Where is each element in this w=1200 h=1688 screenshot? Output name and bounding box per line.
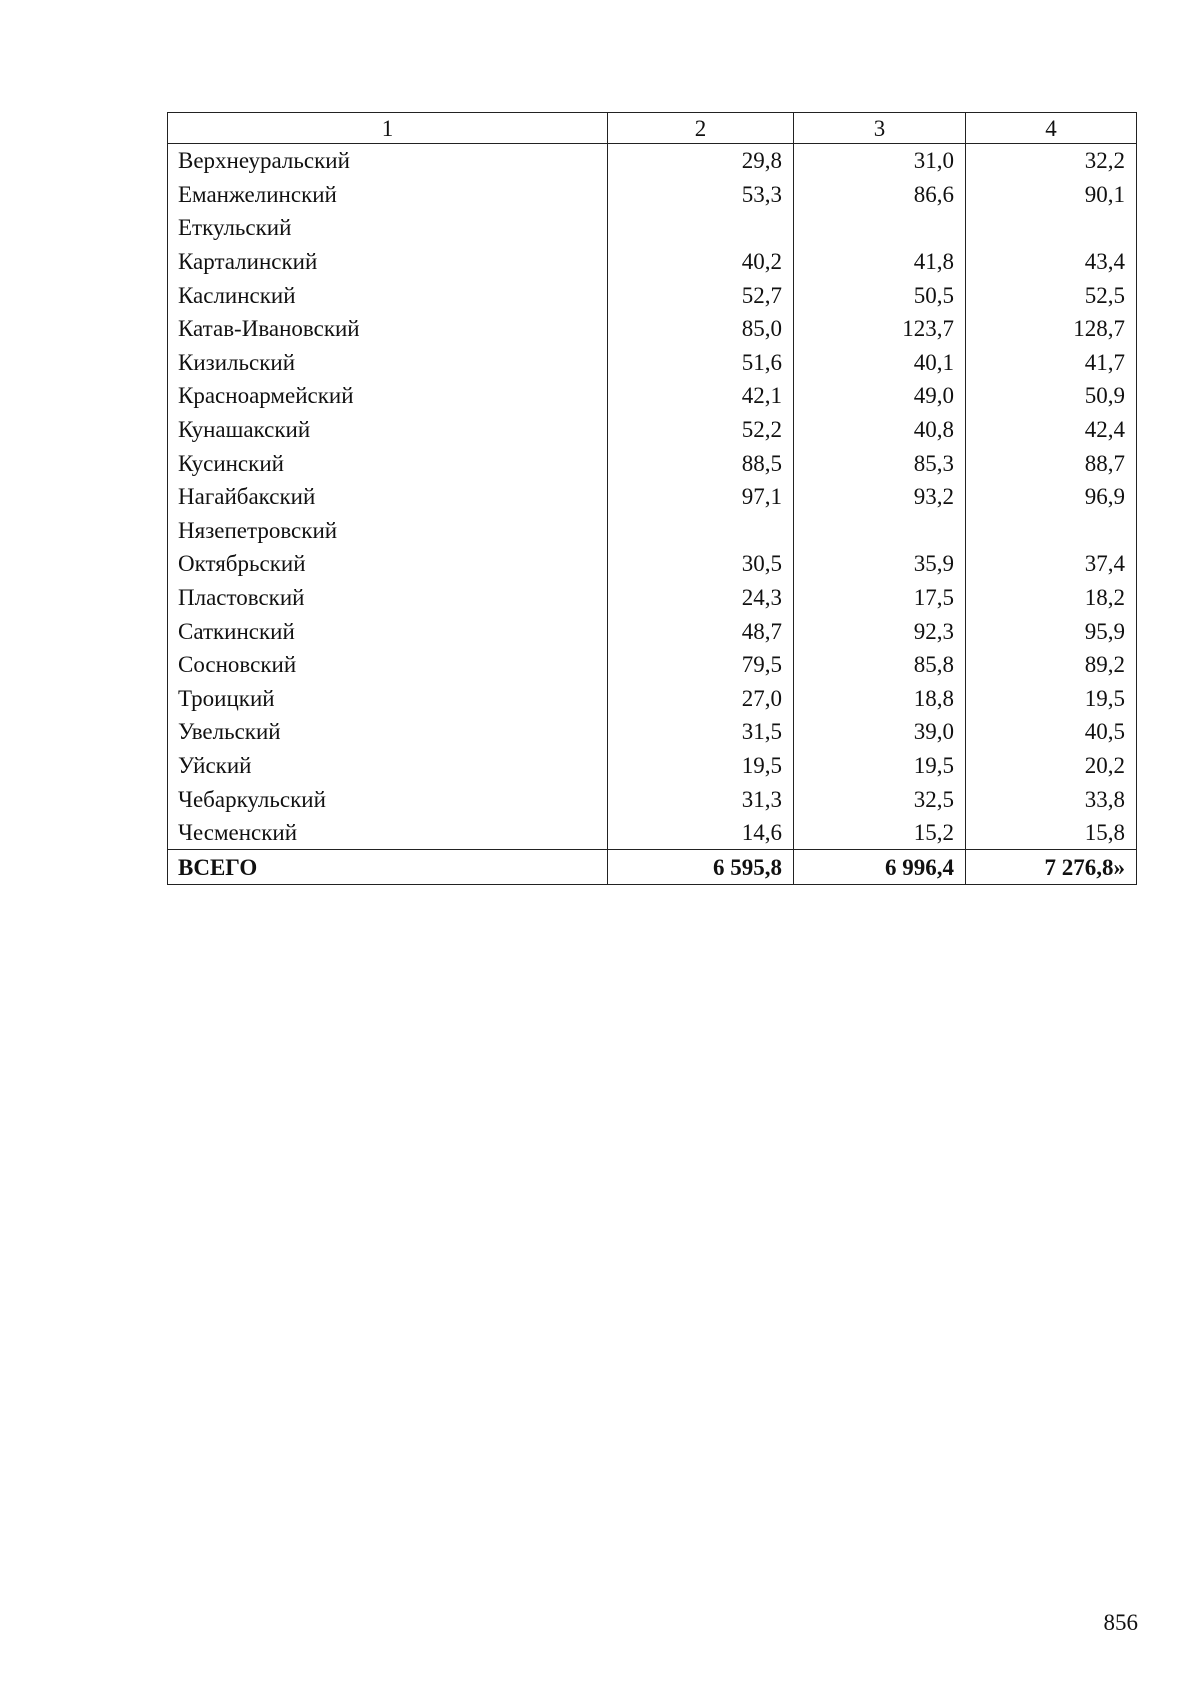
value-cell-col4 xyxy=(966,211,1137,245)
table-row xyxy=(168,749,1137,783)
district-name-cell: Карталинский xyxy=(168,245,608,279)
value-cell-col3: 15,2 xyxy=(794,816,966,850)
district-name-cell: Кусинский xyxy=(168,446,608,480)
value-cell-col4: 88,7 xyxy=(966,446,1137,480)
value-cell-col4: 41,7 xyxy=(966,346,1137,380)
table-row xyxy=(168,816,1137,850)
value-cell-col4: 40,5 xyxy=(966,715,1137,749)
value-cell-col4: 89,2 xyxy=(966,648,1137,682)
table-row xyxy=(168,312,1137,346)
value-cell-col3: 41,8 xyxy=(794,245,966,279)
district-name-cell: Нагайбакский xyxy=(168,480,608,514)
table-row xyxy=(168,446,1137,480)
value-cell-col2: 31,3 xyxy=(608,782,794,816)
district-name-cell: Нязепетровский xyxy=(168,514,608,548)
value-cell-col2: 51,6 xyxy=(608,346,794,380)
table-row xyxy=(168,480,1137,514)
table-row xyxy=(168,245,1137,279)
district-name-cell: Красноармейский xyxy=(168,379,608,413)
table-row xyxy=(168,514,1137,548)
value-cell-col3: 40,1 xyxy=(794,346,966,380)
value-cell-col4: 95,9 xyxy=(966,614,1137,648)
value-cell-col3: 49,0 xyxy=(794,379,966,413)
column-header-4: 4 xyxy=(966,113,1137,144)
value-cell-col2: 52,7 xyxy=(608,278,794,312)
value-cell-col2: 30,5 xyxy=(608,547,794,581)
district-name-cell: Октябрьский xyxy=(168,547,608,581)
district-name-cell: Еткульский xyxy=(168,211,608,245)
total-value-col4: 7 276,8» xyxy=(966,850,1137,885)
table-row xyxy=(168,547,1137,581)
district-name-cell: Сосновский xyxy=(168,648,608,682)
value-cell-col4: 43,4 xyxy=(966,245,1137,279)
value-cell-col4: 18,2 xyxy=(966,581,1137,615)
value-cell-col3: 93,2 xyxy=(794,480,966,514)
table-row xyxy=(168,178,1137,212)
total-value-col3: 6 996,4 xyxy=(794,850,966,885)
value-cell-col4: 19,5 xyxy=(966,682,1137,716)
value-cell-col3: 86,6 xyxy=(794,178,966,212)
value-cell-col3: 32,5 xyxy=(794,782,966,816)
value-cell-col3: 39,0 xyxy=(794,715,966,749)
value-cell-col2 xyxy=(608,514,794,548)
table-row xyxy=(168,346,1137,380)
value-cell-col2: 48,7 xyxy=(608,614,794,648)
value-cell-col3 xyxy=(794,211,966,245)
district-name-cell: Чебаркульский xyxy=(168,782,608,816)
table-body xyxy=(168,144,1137,885)
value-cell-col4: 52,5 xyxy=(966,278,1137,312)
value-cell-col4: 50,9 xyxy=(966,379,1137,413)
district-name-cell: Троицкий xyxy=(168,682,608,716)
table-row xyxy=(168,682,1137,716)
value-cell-col2: 40,2 xyxy=(608,245,794,279)
total-row xyxy=(168,850,1137,885)
district-name-cell: Уйский xyxy=(168,749,608,783)
value-cell-col2: 52,2 xyxy=(608,413,794,447)
value-cell-col4: 20,2 xyxy=(966,749,1137,783)
value-cell-col3: 35,9 xyxy=(794,547,966,581)
value-cell-col4: 90,1 xyxy=(966,178,1137,212)
value-cell-col2: 14,6 xyxy=(608,816,794,850)
value-cell-col4: 32,2 xyxy=(966,144,1137,178)
district-name-cell: Увельский xyxy=(168,715,608,749)
value-cell-col3: 18,8 xyxy=(794,682,966,716)
value-cell-col2: 79,5 xyxy=(608,648,794,682)
header-row xyxy=(168,113,1137,144)
value-cell-col3: 19,5 xyxy=(794,749,966,783)
value-cell-col2 xyxy=(608,211,794,245)
value-cell-col3 xyxy=(794,514,966,548)
table-row xyxy=(168,413,1137,447)
value-cell-col2: 19,5 xyxy=(608,749,794,783)
value-cell-col3: 92,3 xyxy=(794,614,966,648)
table-header xyxy=(168,113,1137,144)
district-name-cell: Саткинский xyxy=(168,614,608,648)
total-value-col2: 6 595,8 xyxy=(608,850,794,885)
district-name-cell: Пластовский xyxy=(168,581,608,615)
table-row xyxy=(168,648,1137,682)
value-cell-col3: 123,7 xyxy=(794,312,966,346)
district-name-cell: Кунашакский xyxy=(168,413,608,447)
value-cell-col4 xyxy=(966,514,1137,548)
value-cell-col3: 17,5 xyxy=(794,581,966,615)
table-row xyxy=(168,782,1137,816)
value-cell-col2: 27,0 xyxy=(608,682,794,716)
value-cell-col4: 42,4 xyxy=(966,413,1137,447)
value-cell-col2: 29,8 xyxy=(608,144,794,178)
value-cell-col2: 24,3 xyxy=(608,581,794,615)
district-name-cell: Катав-Ивановский xyxy=(168,312,608,346)
value-cell-col2: 53,3 xyxy=(608,178,794,212)
total-label: ВСЕГО xyxy=(168,850,608,885)
table-row xyxy=(168,379,1137,413)
value-cell-col4: 37,4 xyxy=(966,547,1137,581)
value-cell-col2: 97,1 xyxy=(608,480,794,514)
district-name-cell: Верхнеуральский xyxy=(168,144,608,178)
district-name-cell: Каслинский xyxy=(168,278,608,312)
value-cell-col4: 128,7 xyxy=(966,312,1137,346)
value-cell-col4: 15,8 xyxy=(966,816,1137,850)
value-cell-col2: 85,0 xyxy=(608,312,794,346)
table-row xyxy=(168,581,1137,615)
district-name-cell: Чесменский xyxy=(168,816,608,850)
table-row xyxy=(168,278,1137,312)
value-cell-col4: 33,8 xyxy=(966,782,1137,816)
value-cell-col4: 96,9 xyxy=(966,480,1137,514)
table-row xyxy=(168,144,1137,178)
value-cell-col2: 88,5 xyxy=(608,446,794,480)
column-header-2: 2 xyxy=(608,113,794,144)
value-cell-col3: 85,3 xyxy=(794,446,966,480)
value-cell-col2: 31,5 xyxy=(608,715,794,749)
column-header-1: 1 xyxy=(168,113,608,144)
value-cell-col3: 50,5 xyxy=(794,278,966,312)
page-number: 856 xyxy=(1103,1610,1138,1635)
table-row xyxy=(168,715,1137,749)
column-header-3: 3 xyxy=(794,113,966,144)
value-cell-col2: 42,1 xyxy=(608,379,794,413)
district-name-cell: Еманжелинский xyxy=(168,178,608,212)
table-row xyxy=(168,211,1137,245)
value-cell-col3: 40,8 xyxy=(794,413,966,447)
value-cell-col3: 31,0 xyxy=(794,144,966,178)
table-row xyxy=(168,614,1137,648)
value-cell-col3: 85,8 xyxy=(794,648,966,682)
data-table xyxy=(167,112,1137,885)
district-name-cell: Кизильский xyxy=(168,346,608,380)
